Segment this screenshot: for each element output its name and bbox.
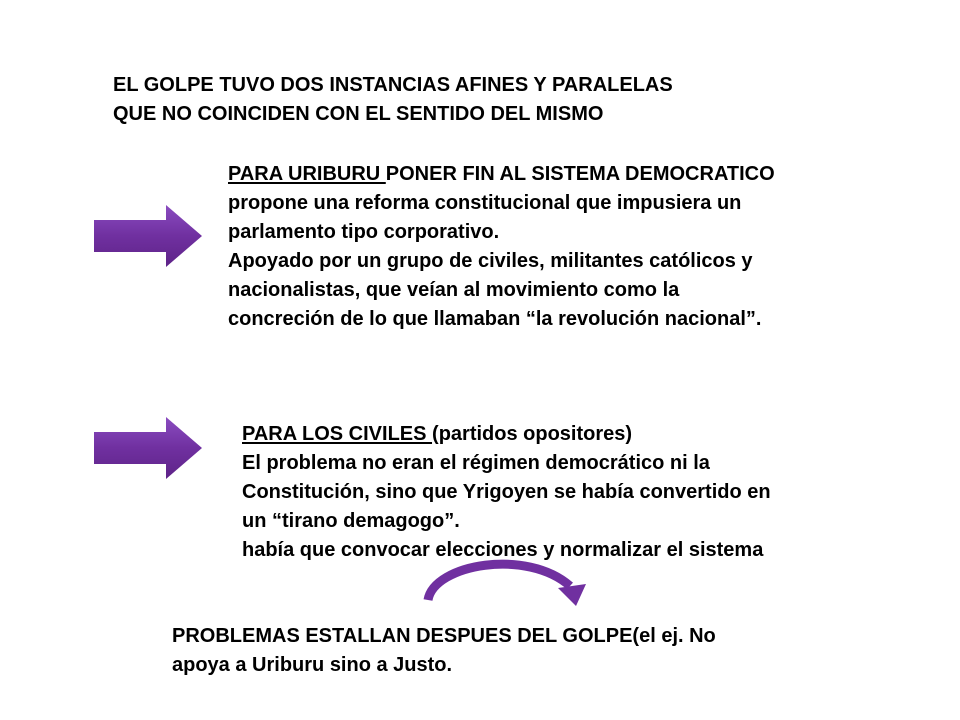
- footer-line-1: PROBLEMAS ESTALLAN DESPUES DEL GOLPE(el ej. No: [172, 625, 716, 647]
- right-arrow-icon: [94, 205, 204, 267]
- civiles-heading-line: [242, 420, 771, 449]
- uriburu-line: parlamento tipo corporativo.: [228, 221, 500, 243]
- footer-note: [172, 622, 716, 680]
- civiles-line: El problema no eran el régimen democrático ni la: [242, 452, 710, 474]
- civiles-line: un “tirano demagogo”.: [242, 510, 460, 532]
- uriburu-line: propone una reforma constitucional que impusiera un: [228, 192, 742, 214]
- uriburu-heading-line: [228, 160, 775, 189]
- uriburu-line: Apoyado por un grupo de civiles, militantes católicos y: [228, 250, 753, 272]
- civiles-heading-rest: (partidos opositores): [432, 423, 633, 445]
- footer-line-2: apoya a Uriburu sino a Justo.: [172, 654, 453, 676]
- uriburu-heading-rest: PONER FIN AL SISTEMA DEMOCRATICO: [385, 163, 775, 185]
- curved-arrow-icon: [412, 550, 592, 608]
- slide-title: [113, 71, 673, 129]
- civiles-line: había que convocar elecciones y normalizar el sistema: [242, 539, 764, 561]
- title-line-2: QUE NO COINCIDEN CON EL SENTIDO DEL MISMO: [113, 103, 604, 125]
- civiles-section: [242, 420, 771, 565]
- uriburu-heading: PARA URIBURU: [228, 163, 386, 185]
- uriburu-section: [228, 160, 775, 334]
- uriburu-line: concreción de lo que llamaban “la revolución nacional”.: [228, 308, 762, 330]
- civiles-heading: PARA LOS CIVILES: [242, 423, 433, 445]
- civiles-line: Constitución, sino que Yrigoyen se había convertido en: [242, 481, 771, 503]
- right-arrow-icon: [94, 417, 204, 479]
- uriburu-line: nacionalistas, que veían al movimiento como la: [228, 279, 680, 301]
- title-line-1: EL GOLPE TUVO DOS INSTANCIAS AFINES Y PARALELAS: [113, 74, 673, 96]
